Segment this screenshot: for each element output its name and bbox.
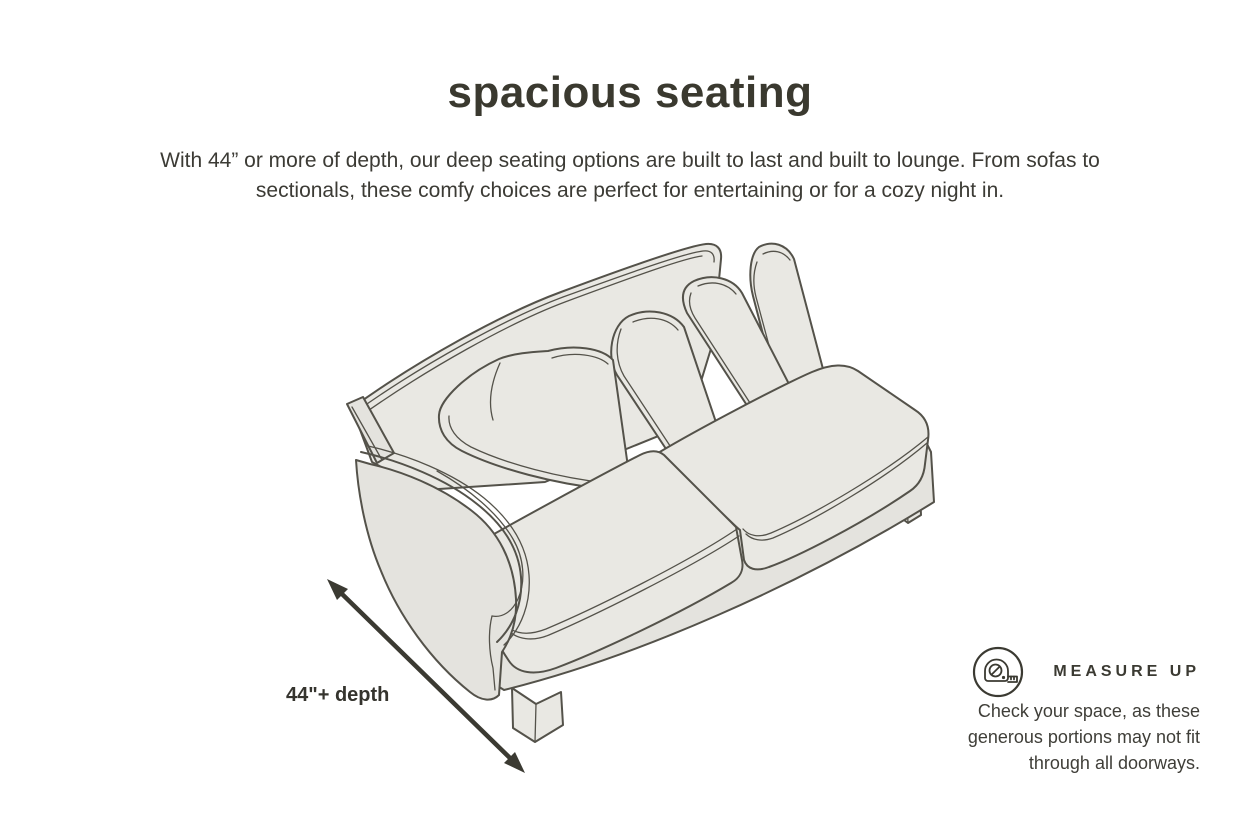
page-title: spacious seating xyxy=(447,68,813,117)
measure-up-section xyxy=(938,646,1200,796)
intro-text: With 44” or more of depth, our deep seating options are built to last and built to lounge. From sofas to sectionals, these comfy choices are perfect for entertaining or for a cozy night in. xyxy=(160,149,1100,202)
measure-up-title: MEASURE UP xyxy=(1053,663,1200,680)
tape-measure-icon xyxy=(972,646,1024,698)
measure-up-note-line: through all doorways. xyxy=(1028,753,1200,773)
measure-up-note-line: generous portions may not fit xyxy=(967,727,1200,747)
measure-up-note-line: Check your space, as these xyxy=(977,701,1200,721)
depth-dimension-label: 44"+ depth xyxy=(286,684,390,706)
measure-up-note xyxy=(968,698,1200,776)
sofa-leg-front-left xyxy=(512,688,563,742)
